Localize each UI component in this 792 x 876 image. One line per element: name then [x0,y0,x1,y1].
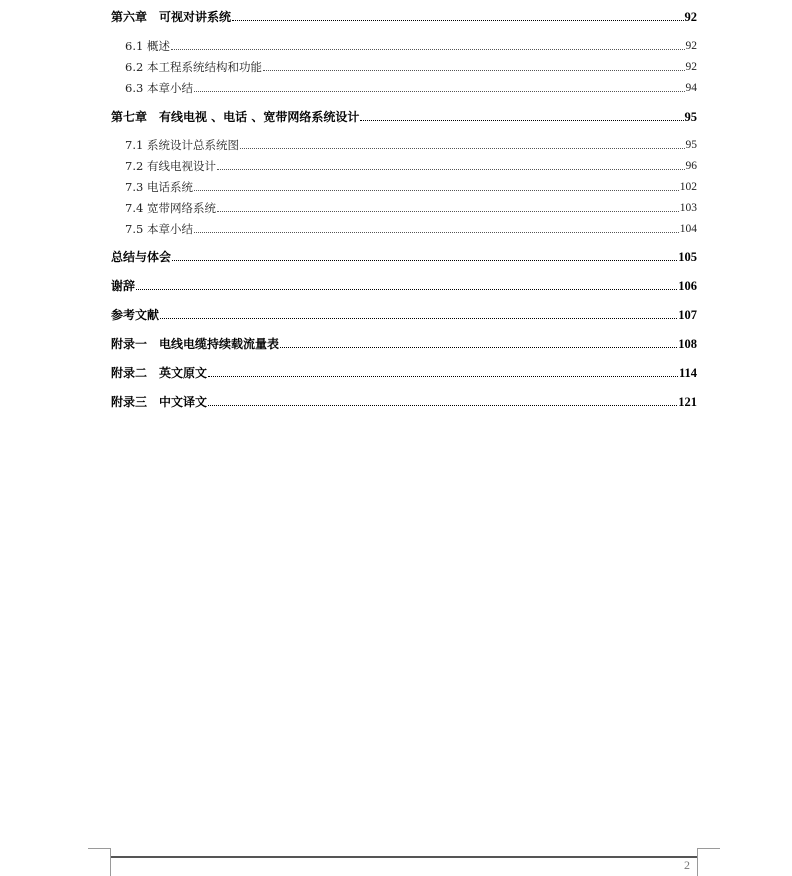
dot-leader [160,318,677,319]
toc-entry-title: 附录三 中文译文 [111,395,208,409]
dot-leader [194,232,679,233]
toc-entry[interactable] [125,60,697,74]
toc-entry-title: 7.1 系统设计总系统图 [125,138,239,152]
toc-entry[interactable] [125,180,697,194]
toc-entry-page: 92 [685,61,697,73]
crop-mark [698,848,720,849]
toc-entry-page: 106 [678,279,697,293]
dot-leader [360,120,683,121]
dot-leader [217,211,679,212]
dot-leader [240,148,685,149]
toc-entry[interactable] [125,39,697,53]
dot-leader [172,260,677,261]
toc-entry-page: 96 [685,160,697,172]
toc-entry-page: 121 [678,395,697,409]
crop-mark [697,848,698,876]
toc-entry[interactable] [111,110,697,124]
toc-entry-title: 7.3 电话系统 [125,180,193,194]
toc-entry[interactable] [111,279,697,293]
toc-entry[interactable] [125,138,697,152]
dot-leader [136,289,677,290]
toc-entry-page: 94 [685,82,697,94]
toc-entry[interactable] [125,159,697,173]
dot-leader [171,49,685,50]
toc-entry-title: 附录二 英文原文 [111,366,208,380]
toc-entry-title: 7.2 有线电视设计 [125,159,216,173]
toc-entry-page: 105 [678,250,697,264]
crop-mark [110,848,111,876]
toc-entry[interactable] [111,10,697,24]
toc-entry[interactable] [125,201,697,215]
dot-leader [208,376,678,377]
toc-entry[interactable] [125,81,697,95]
toc-entry-title: 第七章 有线电视 、电话 、宽带网络系统设计 [111,110,360,124]
dot-leader [280,347,677,348]
toc-entry[interactable] [125,222,697,236]
toc-entry-page: 104 [679,223,697,235]
toc-entry[interactable] [111,250,697,264]
toc-entry-page: 108 [678,337,697,351]
toc-entry-title: 附录一 电线电缆持续载流量表 [111,337,280,351]
toc-entry-title: 总结与体会 [111,250,172,264]
dot-leader [194,91,685,92]
toc-entry-title: 7.4 宽带网络系统 [125,201,216,215]
page-footer [0,840,792,876]
toc-entry-page: 95 [684,110,697,124]
toc-entry[interactable] [111,366,697,380]
toc-entry-page: 103 [679,202,697,214]
toc-entry-page: 92 [684,10,697,24]
dot-leader [208,405,677,406]
toc-entry[interactable] [111,337,697,351]
toc-entry[interactable] [111,308,697,322]
toc-entry-title: 6.3 本章小结 [125,81,193,95]
toc-entry-title: 7.5 本章小结 [125,222,193,236]
dot-leader [217,169,685,170]
toc-entry-page: 95 [685,139,697,151]
toc-entry-page: 107 [678,308,697,322]
toc-entry-title: 6.1 概述 [125,39,170,53]
crop-mark [88,848,110,849]
toc-entry-title: 谢辞 [111,279,136,293]
dot-leader [263,70,685,71]
toc-entry-title: 6.2 本工程系统结构和功能 [125,60,262,74]
toc-entry-title: 第六章 可视对讲系统 [111,10,232,24]
toc-entry-title: 参考文献 [111,308,160,322]
toc-entry-page: 102 [679,181,697,193]
footer-rule [111,856,697,858]
dot-leader [194,190,679,191]
toc-entry-page: 114 [678,366,697,380]
toc-entry-page: 92 [685,40,697,52]
page-number: 2 [684,858,690,872]
dot-leader [232,20,683,21]
toc-entry[interactable] [111,395,697,409]
